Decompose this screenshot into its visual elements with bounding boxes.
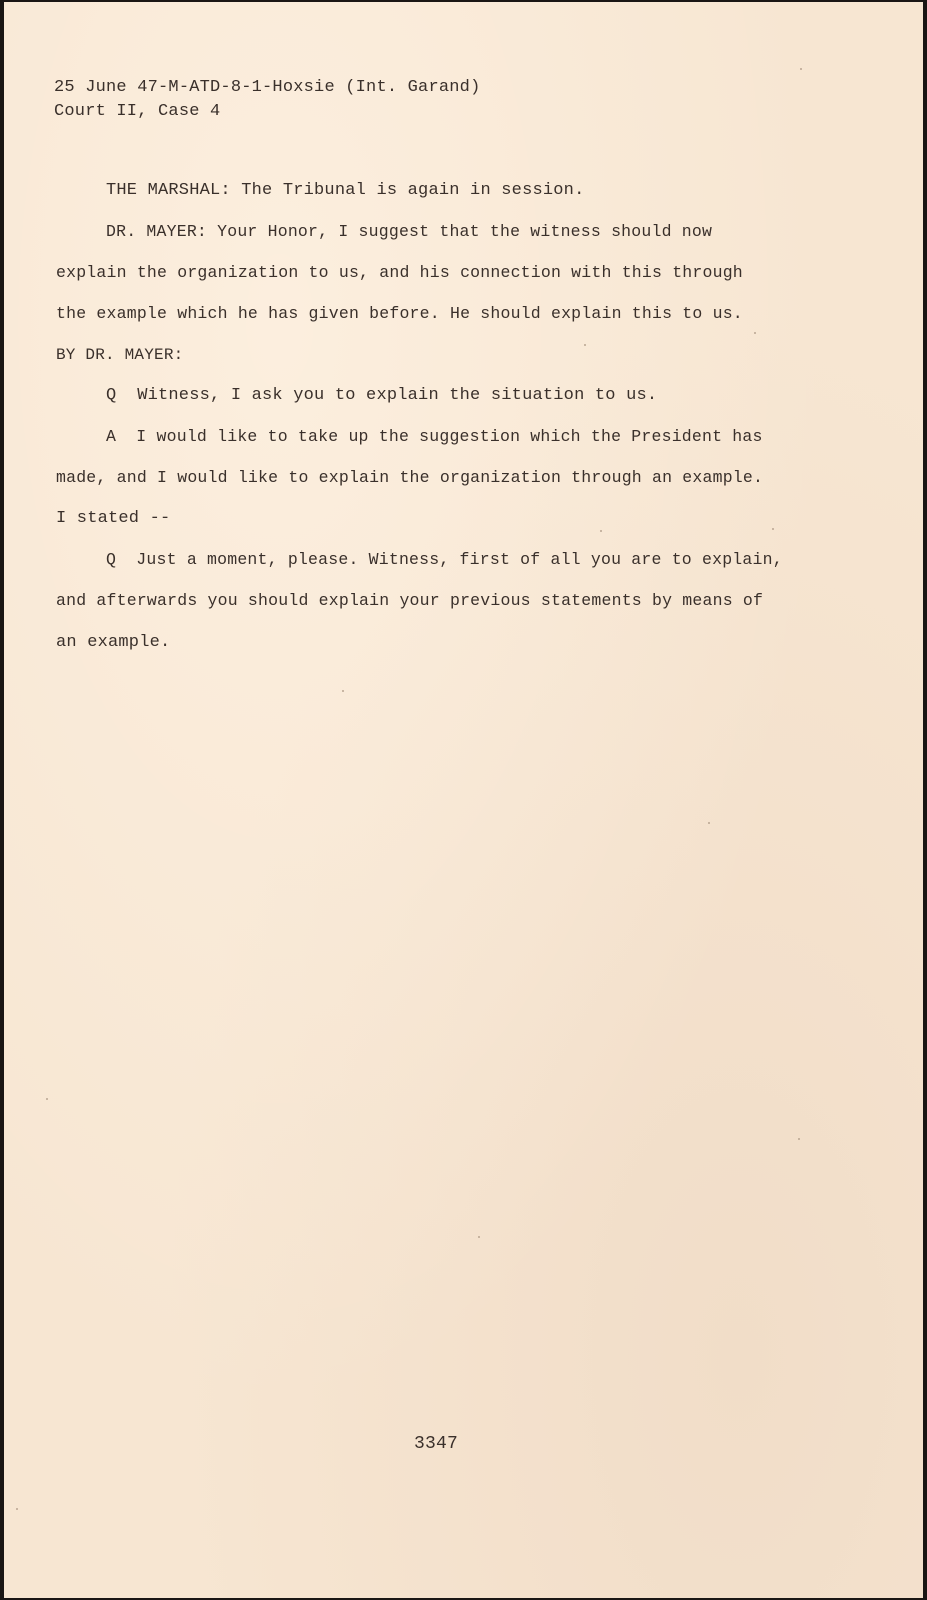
paper-speck: [772, 528, 774, 530]
header-line-1: 25 June 47-M-ATD-8-1-Hoxsie (Int. Garand): [54, 78, 481, 97]
paper-speck: [342, 690, 344, 692]
paper-speck: [754, 332, 756, 334]
body-line-6: Q Witness, I ask you to explain the situation to us.: [106, 386, 658, 405]
paper-speck: [16, 1508, 18, 1510]
body-line-5: BY DR. MAYER:: [56, 346, 184, 364]
body-line-10: Q Just a moment, please. Witness, first of all you are to explain,: [106, 550, 783, 569]
header-line-2: Court II, Case 4: [54, 102, 221, 121]
paper-speck: [584, 344, 586, 346]
paper-speck: [478, 1236, 480, 1238]
body-line-4: the example which he has given before. He should explain this to us.: [56, 304, 743, 323]
body-line-9: I stated --: [56, 509, 171, 528]
paper-speck: [708, 822, 710, 824]
body-line-2: DR. MAYER: Your Honor, I suggest that the witness should now: [106, 222, 713, 241]
paper-speck: [798, 1138, 800, 1140]
paper-speck: [600, 530, 602, 532]
body-line-1: THE MARSHAL: The Tribunal is again in session.: [106, 181, 585, 200]
paper-speck: [46, 1098, 48, 1100]
body-line-7: A I would like to take up the suggestion which the President has: [106, 427, 763, 446]
body-line-3: explain the organization to us, and his connection with this through: [56, 263, 743, 282]
paper-speck: [800, 68, 802, 70]
body-line-11: and afterwards you should explain your previous statements by means of: [56, 591, 764, 610]
document-page: [4, 2, 923, 1598]
page-number: 3347: [414, 1434, 459, 1454]
body-line-8: made, and I would like to explain the organization through an example.: [56, 468, 764, 487]
body-line-12: an example.: [56, 633, 171, 652]
